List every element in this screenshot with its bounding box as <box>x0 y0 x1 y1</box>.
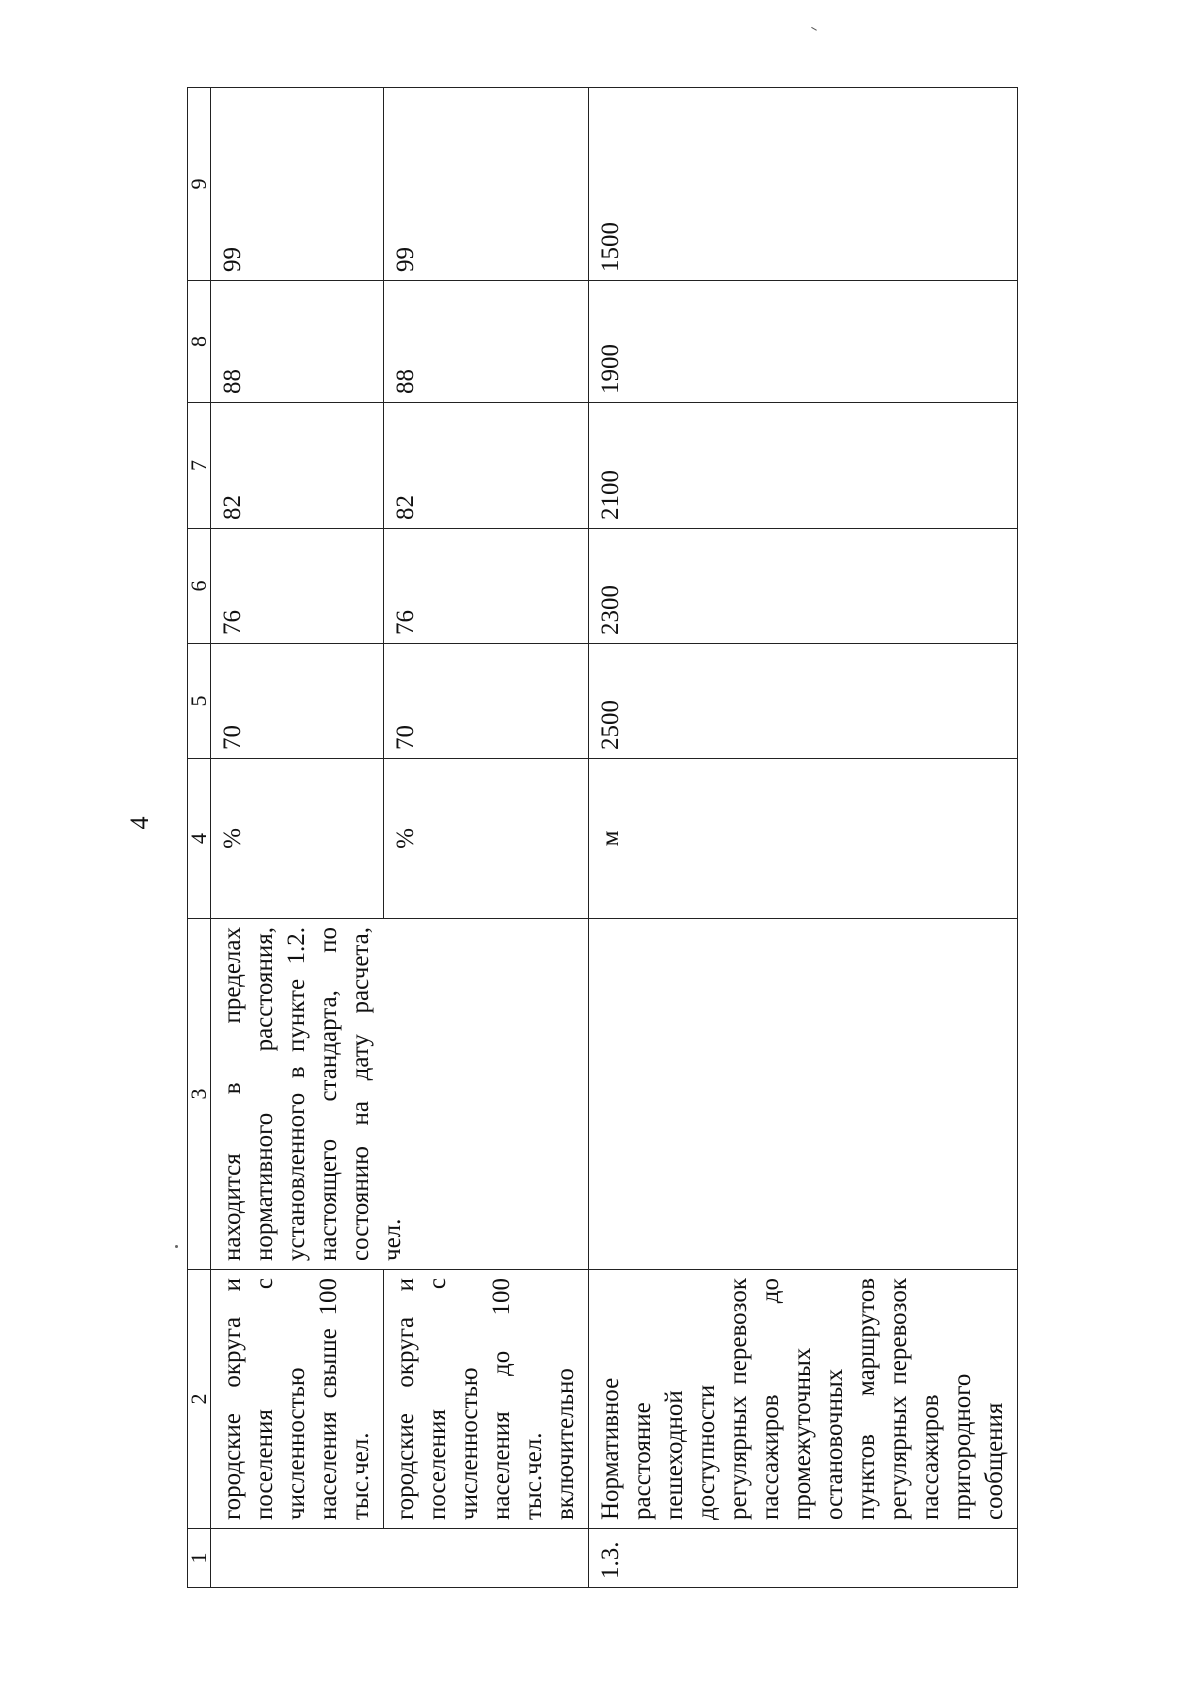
unit-cell: % <box>384 759 589 919</box>
value-cell-col7: 82 <box>384 403 589 529</box>
header-col-4: 4 <box>188 759 211 919</box>
header-col-1: 1 <box>188 1529 211 1588</box>
header-col-5: 5 <box>188 644 211 759</box>
value-cell-col9: 99 <box>211 88 384 281</box>
category-cell: городские округа и поселения с численностью населения до 100 тыс.чел. включительно <box>384 1270 589 1529</box>
description-cell: находится в пределах нормативного расстояния, установленного в пункте 1.2. настоящего стандарта, по состоянию на дату расчета, чел. <box>211 919 589 1270</box>
row-number-cell: 1.3. <box>589 1529 1018 1588</box>
value-cell-col5: 2500 <box>589 644 1018 759</box>
table-row <box>384 88 589 1588</box>
page-number: 4 <box>125 816 154 830</box>
category-cell: Нормативное расстояние пешеходной доступности регулярных перевозок пассажиров до промежуточных остановочных пунктов маршрутов регулярных перевозок пассажиров пригородного сообщения <box>589 1270 1018 1529</box>
value-cell-col5: 70 <box>384 644 589 759</box>
scan-mark <box>809 27 817 34</box>
category-cell: городские округа и поселения с численностью населения свыше 100 тыс.чел. <box>211 1270 384 1529</box>
value-cell-col6: 76 <box>384 529 589 644</box>
value-cell-col9: 1500 <box>589 88 1018 281</box>
value-cell-col9: 99 <box>384 88 589 281</box>
header-col-2: 2 <box>188 1270 211 1529</box>
value-cell-col7: 82 <box>211 403 384 529</box>
header-col-9: 9 <box>188 88 211 281</box>
header-col-7: 7 <box>188 403 211 529</box>
unit-cell: м <box>589 759 1018 919</box>
value-cell-col7: 2100 <box>589 403 1018 529</box>
scan-dot <box>175 1245 178 1248</box>
header-col-6: 6 <box>188 529 211 644</box>
row-number-cell <box>211 1529 589 1588</box>
value-cell-col8: 88 <box>384 281 589 403</box>
value-cell-col6: 76 <box>211 529 384 644</box>
table-row <box>211 88 384 1588</box>
unit-cell: % <box>211 759 384 919</box>
value-cell-col5: 70 <box>211 644 384 759</box>
rotated-table-container <box>186 88 1008 1588</box>
value-cell-col8: 1900 <box>589 281 1018 403</box>
value-cell-col8: 88 <box>211 281 384 403</box>
header-col-8: 8 <box>188 281 211 403</box>
table-row <box>589 88 1018 1588</box>
header-row <box>188 88 211 1588</box>
standards-table <box>187 87 1018 1588</box>
value-cell-col6: 2300 <box>589 529 1018 644</box>
header-col-3: 3 <box>188 919 211 1270</box>
description-cell <box>589 919 1018 1270</box>
